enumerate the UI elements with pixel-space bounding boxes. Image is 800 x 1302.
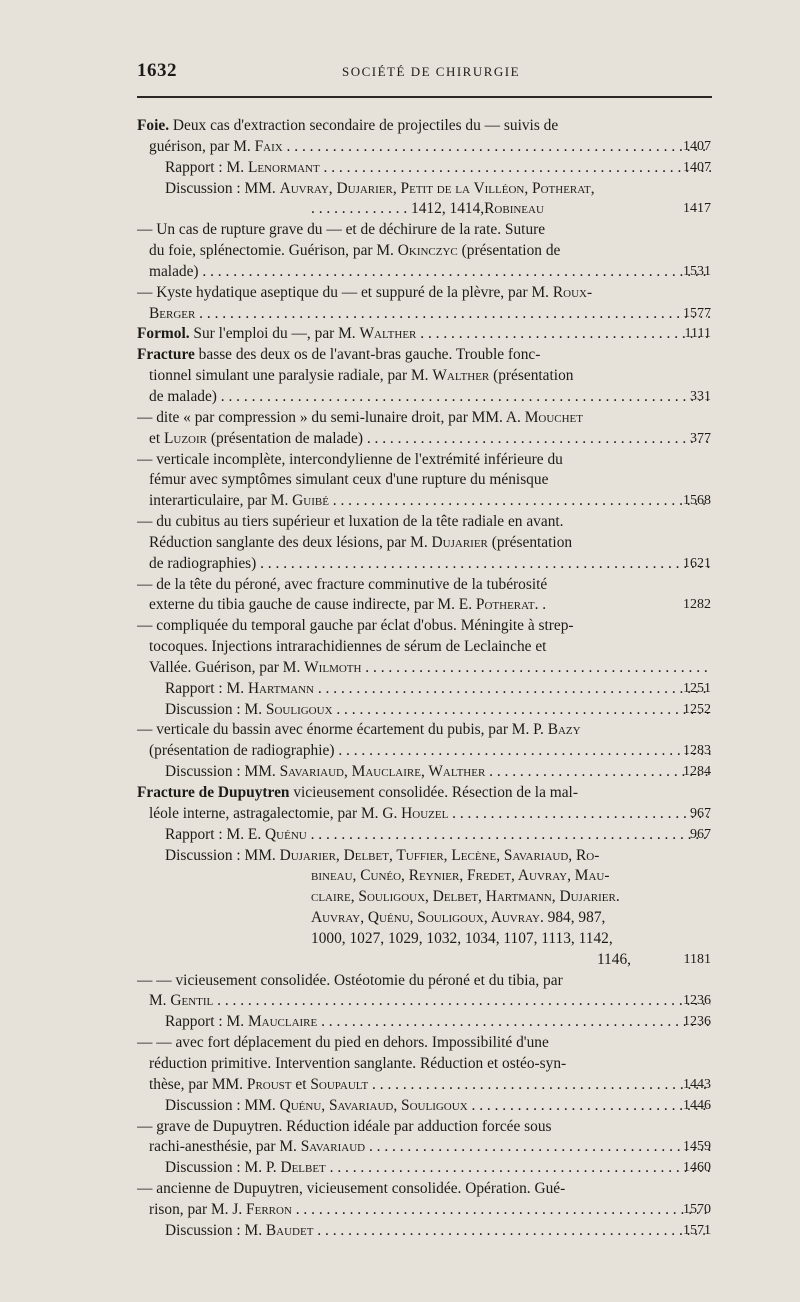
index-line-text bbox=[165, 826, 711, 843]
entry-text: — ancienne de Dupuytren, vicieusement consolidée. Opération. Gué- bbox=[137, 1180, 566, 1198]
author-name: Quénu bbox=[265, 825, 307, 843]
index-line-text bbox=[149, 534, 572, 551]
page-reference: 1407 bbox=[683, 159, 711, 175]
author-name: Lenormant bbox=[247, 158, 320, 176]
page-reference: 1571 bbox=[683, 1222, 711, 1238]
page-reference: 1181 bbox=[683, 951, 711, 967]
index-line bbox=[137, 866, 711, 887]
index-line bbox=[137, 262, 711, 283]
entry-text: — verticale du bassin avec énorme écartement du pubis, par M. P. bbox=[137, 721, 548, 739]
entry-text-after: . . bbox=[534, 596, 547, 614]
entry-text: Rapport : M. E. bbox=[165, 825, 266, 843]
index-line-text bbox=[149, 305, 711, 322]
page-reference: 967 bbox=[690, 805, 711, 821]
index-line-text bbox=[137, 972, 563, 989]
entry-text: basse des deux os de l'avant-bras gauche. Trouble fonc- bbox=[194, 346, 541, 364]
index-line-text bbox=[149, 430, 711, 447]
index-line bbox=[137, 241, 711, 262]
author-name: Guibé bbox=[292, 492, 329, 510]
entry-text: rison, par M. J. bbox=[149, 1200, 247, 1218]
index-line-text bbox=[311, 867, 610, 884]
author-name: Mauclaire bbox=[247, 1013, 318, 1031]
index-line-text bbox=[149, 1055, 566, 1072]
author-name: Bazy bbox=[547, 721, 581, 739]
entry-text: thèse, par MM. bbox=[149, 1075, 247, 1093]
index-line bbox=[137, 450, 711, 471]
index-line bbox=[137, 491, 711, 512]
page-reference: 377 bbox=[690, 430, 711, 446]
index-line bbox=[137, 199, 711, 220]
author-name: Faix bbox=[254, 137, 283, 155]
index-line bbox=[137, 929, 711, 950]
index-line bbox=[137, 116, 711, 137]
entry-text: interarticulaire, par M. bbox=[149, 492, 293, 510]
index-line bbox=[137, 158, 711, 179]
index-line bbox=[137, 783, 711, 804]
index-line-text bbox=[137, 513, 564, 530]
index-line bbox=[137, 1158, 711, 1179]
author-name: Dujarier, Delbet, Tuffier, Lecène, Savariaud, Ro- bbox=[279, 846, 600, 864]
index-line bbox=[137, 387, 711, 408]
page-reference: 1283 bbox=[683, 743, 711, 759]
index-line-text bbox=[149, 659, 711, 676]
page-reference: 1236 bbox=[683, 1014, 711, 1030]
index-line bbox=[137, 1117, 711, 1138]
entry-text: — — vicieusement consolidée. Ostéotomie du péroné et du tibia, par bbox=[137, 971, 563, 989]
page-reference: 1111 bbox=[684, 326, 711, 342]
header-rule bbox=[137, 96, 712, 98]
entry-text: — — avec fort déplacement du pied en dehors. Impossibilité d'une bbox=[137, 1034, 549, 1052]
author-name: Walther bbox=[359, 325, 417, 343]
entry-text: Discussion : MM. bbox=[165, 763, 280, 781]
entry-text: tionnel simulant une paralysie radiale, par M. bbox=[149, 367, 433, 385]
author-name: Hartmann bbox=[247, 679, 315, 697]
index-line bbox=[137, 137, 711, 158]
index-line-text bbox=[149, 138, 711, 155]
author-name: Gentil bbox=[170, 992, 214, 1010]
author-name: Wilmoth bbox=[304, 658, 362, 676]
index-line bbox=[137, 804, 711, 825]
index-line-text bbox=[137, 784, 578, 801]
index-line-text bbox=[137, 409, 583, 426]
entry-text: Rapport : M. bbox=[165, 679, 248, 697]
entry-text: Discussion : M. P. bbox=[165, 1159, 281, 1177]
index-line bbox=[137, 283, 711, 304]
entry-heading: Fracture de Dupuytren bbox=[137, 784, 290, 801]
page-reference: 1282 bbox=[683, 597, 711, 613]
page-reference: 1568 bbox=[683, 493, 711, 509]
index-line bbox=[137, 762, 711, 783]
page-reference: 331 bbox=[690, 388, 711, 404]
index-line bbox=[137, 1096, 711, 1117]
index-line bbox=[137, 679, 711, 700]
index-line-text bbox=[137, 721, 581, 738]
entry-text: — Kyste hydatique aseptique du — et suppuré de la plèvre, par M. bbox=[137, 283, 553, 301]
page-number: 1632 bbox=[137, 60, 177, 81]
entry-text: Discussion : MM. bbox=[165, 846, 280, 864]
index-line bbox=[137, 700, 711, 721]
index-line-text bbox=[149, 471, 548, 488]
index-line-text bbox=[137, 221, 545, 238]
entry-text: Rapport : M. bbox=[165, 1013, 248, 1031]
running-head: SOCIÉTÉ DE CHIRURGIE bbox=[342, 64, 521, 79]
entry-text-after: et bbox=[291, 1075, 311, 1093]
index-line bbox=[137, 575, 711, 596]
entry-text: et bbox=[149, 429, 164, 447]
entry-text-after: (présentation de bbox=[457, 242, 561, 260]
index-line bbox=[137, 950, 711, 971]
index-line-text bbox=[165, 847, 599, 864]
entry-heading: Foie. bbox=[137, 117, 170, 134]
entry-text: Discussion : M. bbox=[165, 700, 266, 718]
index-line bbox=[137, 1137, 711, 1158]
author-name: Dujarier bbox=[431, 533, 488, 551]
index-line-text bbox=[149, 1138, 711, 1155]
index-line-text bbox=[149, 1076, 711, 1093]
index-line-text bbox=[149, 596, 546, 613]
index-line-text bbox=[165, 763, 711, 780]
entry-text: — dite « par compression » du semi-lunaire droit, par MM. A. bbox=[137, 408, 525, 426]
page-reference: 1459 bbox=[683, 1139, 711, 1155]
index-line-text bbox=[165, 1013, 711, 1030]
entry-text: du foie, splénectomie. Guérison, par M. bbox=[149, 242, 398, 260]
entry-text: de radiographies) bbox=[149, 554, 257, 572]
index-line bbox=[137, 324, 711, 345]
page-reference: 1417 bbox=[683, 201, 711, 217]
entry-text-after: . 984, 987, bbox=[539, 909, 606, 927]
index-line-text bbox=[137, 576, 547, 593]
entry-heading: Fracture bbox=[137, 346, 195, 364]
author-name: Okinczyc bbox=[397, 242, 458, 260]
index-line-text bbox=[149, 1201, 711, 1218]
index-line-text bbox=[165, 680, 711, 697]
index-line-text bbox=[137, 346, 540, 363]
author-name: Roux- bbox=[552, 283, 593, 301]
entry-text: M. bbox=[149, 992, 171, 1010]
index-line bbox=[137, 1054, 711, 1075]
index-line bbox=[137, 533, 711, 554]
index-line bbox=[137, 429, 711, 450]
page-reference: 1284 bbox=[683, 764, 711, 780]
entry-text: . . . . . . . . . . . . . 1412, 1414, bbox=[311, 200, 485, 218]
entry-text: Rapport : M. bbox=[165, 158, 248, 176]
index-line bbox=[137, 971, 711, 992]
index-line-text bbox=[165, 1097, 711, 1114]
index-line-text bbox=[137, 117, 558, 134]
index-line-text bbox=[149, 263, 711, 280]
entry-text: — du cubitus au tiers supérieur et luxation de la tête radiale en avant. bbox=[137, 513, 564, 531]
index-line-text bbox=[311, 200, 544, 217]
page-reference: 1251 bbox=[683, 680, 711, 696]
author-name: Walther bbox=[432, 367, 490, 385]
index-line-text bbox=[311, 888, 620, 905]
entry-text: guérison, par M. bbox=[149, 137, 255, 155]
index-line-text bbox=[149, 638, 546, 655]
entry-text: — grave de Dupuytren. Réduction idéale par adduction forcée sous bbox=[137, 1117, 552, 1135]
author-name: Savariaud bbox=[300, 1138, 366, 1156]
page-reference: 1236 bbox=[683, 993, 711, 1009]
author-name: Proust bbox=[246, 1075, 292, 1093]
index-line-text bbox=[149, 492, 711, 509]
index-line bbox=[137, 741, 711, 762]
entry-text: rachi-anesthésie, par M. bbox=[149, 1138, 301, 1156]
entry-text: 1000, 1027, 1029, 1032, 1034, 1107, 1113, 1142, bbox=[311, 929, 613, 947]
index-line bbox=[137, 345, 711, 366]
author-name: Savariaud, Mauclaire, Walther bbox=[279, 763, 486, 781]
author-name: Auvray, Quénu, Souligoux, Auvray bbox=[311, 909, 540, 927]
author-name: Quénu, Savariaud, Souligoux bbox=[279, 1096, 468, 1114]
entry-text: Discussion : M. bbox=[165, 1221, 266, 1239]
index-line-text bbox=[137, 1118, 552, 1135]
index-line bbox=[137, 825, 711, 846]
entry-text: léole interne, astragalectomie, par M. G. bbox=[149, 804, 402, 822]
index-line-text bbox=[149, 805, 711, 822]
index-entries bbox=[137, 116, 711, 1242]
index-line-text bbox=[137, 284, 592, 301]
index-line-text bbox=[137, 1034, 549, 1051]
author-name: Potherat bbox=[475, 596, 535, 614]
page-reference: 1577 bbox=[683, 305, 711, 321]
entry-text: malade) bbox=[149, 262, 199, 280]
page-header bbox=[137, 54, 710, 84]
index-line bbox=[137, 658, 711, 679]
index-line-text bbox=[149, 388, 711, 405]
entry-text: Discussion : MM. bbox=[165, 1096, 280, 1114]
page-reference: 1570 bbox=[683, 1201, 711, 1217]
entry-text: (présentation de radiographie) bbox=[149, 742, 335, 760]
entry-text: de malade) bbox=[149, 387, 217, 405]
index-line bbox=[137, 1221, 711, 1242]
index-line bbox=[137, 179, 711, 200]
index-line bbox=[137, 720, 711, 741]
index-line-text bbox=[311, 909, 605, 926]
page-reference: 1252 bbox=[683, 701, 711, 717]
entry-text: fémur avec symptômes simulant ceux d'une rupture du ménisque bbox=[149, 471, 549, 489]
entry-text: réduction primitive. Intervention sanglante. Réduction et ostéo-syn- bbox=[149, 1054, 567, 1072]
index-line bbox=[137, 1200, 711, 1221]
index-line bbox=[137, 1012, 711, 1033]
entry-text: vicieusement consolidée. Résection de la mal- bbox=[289, 784, 578, 801]
entry-text: Sur l'emploi du —, par M. bbox=[189, 325, 360, 343]
entry-text-after: (présentation bbox=[489, 367, 574, 385]
entry-heading: Formol. bbox=[137, 325, 190, 343]
author-name: Souligoux bbox=[265, 700, 333, 718]
index-line-text bbox=[165, 1222, 711, 1239]
entry-text: externe du tibia gauche de cause indirecte, par M. E. bbox=[149, 596, 476, 614]
entry-text: Deux cas d'extraction secondaire de projectiles du — suivis de bbox=[169, 117, 559, 134]
index-line-text bbox=[149, 242, 560, 259]
index-line bbox=[137, 554, 711, 575]
index-line-text bbox=[137, 451, 563, 468]
index-line-text bbox=[149, 992, 711, 1009]
index-line bbox=[137, 616, 711, 637]
author-name: Luzoir bbox=[163, 429, 207, 447]
index-line bbox=[137, 470, 711, 491]
entry-text: tocoques. Injections intrarachidiennes de sérum de Leclainche et bbox=[149, 638, 547, 656]
index-line-text bbox=[137, 325, 711, 342]
index-line bbox=[137, 991, 711, 1012]
entry-text: — de la tête du péroné, avec fracture comminutive de la tubérosité bbox=[137, 575, 548, 593]
index-line bbox=[137, 366, 711, 387]
page-reference: 1460 bbox=[683, 1160, 711, 1176]
entry-text-after: (présentation bbox=[487, 533, 573, 551]
index-line-text bbox=[149, 555, 711, 572]
page-reference: 1446 bbox=[683, 1097, 711, 1113]
author-name: Delbet bbox=[280, 1159, 326, 1177]
page-reference: 1621 bbox=[683, 555, 711, 571]
author-name: Berger bbox=[149, 304, 196, 322]
index-line-text bbox=[149, 367, 573, 384]
index-line bbox=[137, 1033, 711, 1054]
author-name: Soupault bbox=[310, 1075, 369, 1093]
index-line bbox=[137, 1179, 711, 1200]
index-line bbox=[137, 304, 711, 325]
index-line-text bbox=[137, 617, 574, 634]
index-line-text bbox=[137, 1180, 565, 1197]
author-name: Robineau bbox=[484, 200, 544, 218]
index-line-text bbox=[311, 930, 613, 947]
index-line-text bbox=[165, 159, 711, 176]
index-line bbox=[137, 1075, 711, 1096]
entry-text: Vallée. Guérison, par M. bbox=[149, 658, 305, 676]
entry-text: — verticale incomplète, intercondylienne de l'extrémité inférieure du bbox=[137, 450, 563, 468]
index-line-text bbox=[165, 701, 711, 718]
page-reference: 967 bbox=[690, 826, 711, 842]
index-line bbox=[137, 512, 711, 533]
index-line-text bbox=[165, 1159, 711, 1176]
author-name: Auvray, Dujarier, Petit de la Villéon, Potherat, bbox=[279, 179, 595, 197]
author-name: bineau, Cunéo, Reynier, Fredet, Auvray, Mau- bbox=[311, 867, 610, 885]
entry-text: — compliquée du temporal gauche par éclat d'obus. Méningite à strep- bbox=[137, 617, 574, 635]
index-line bbox=[137, 408, 711, 429]
page-reference: 1531 bbox=[683, 263, 711, 279]
index-line-text bbox=[597, 950, 631, 971]
index-line bbox=[137, 220, 711, 241]
index-line-text bbox=[149, 742, 711, 759]
author-name: Ferron bbox=[246, 1200, 292, 1218]
entry-text: 1146, bbox=[596, 950, 631, 968]
author-name: Mouchet bbox=[524, 408, 583, 426]
entry-text: Réduction sanglante des deux lésions, par M. bbox=[149, 533, 432, 551]
author-name: claire, Souligoux, Delbet, Hartmann, Dujarier. bbox=[311, 888, 620, 906]
page-reference: 1407 bbox=[683, 138, 711, 154]
entry-text-after: (présentation de malade) bbox=[206, 429, 363, 447]
entry-text: — Un cas de rupture grave du — et de déchirure de la rate. Suture bbox=[137, 221, 546, 239]
index-line bbox=[137, 595, 711, 616]
index-line bbox=[137, 846, 711, 867]
index-line bbox=[137, 887, 711, 908]
entry-text: Discussion : MM. bbox=[165, 179, 280, 197]
index-line-text bbox=[165, 180, 595, 197]
index-line bbox=[137, 637, 711, 658]
index-line bbox=[137, 908, 711, 929]
author-name: Houzel bbox=[401, 804, 449, 822]
page-reference: 1443 bbox=[683, 1076, 711, 1092]
author-name: Baudet bbox=[265, 1221, 314, 1239]
